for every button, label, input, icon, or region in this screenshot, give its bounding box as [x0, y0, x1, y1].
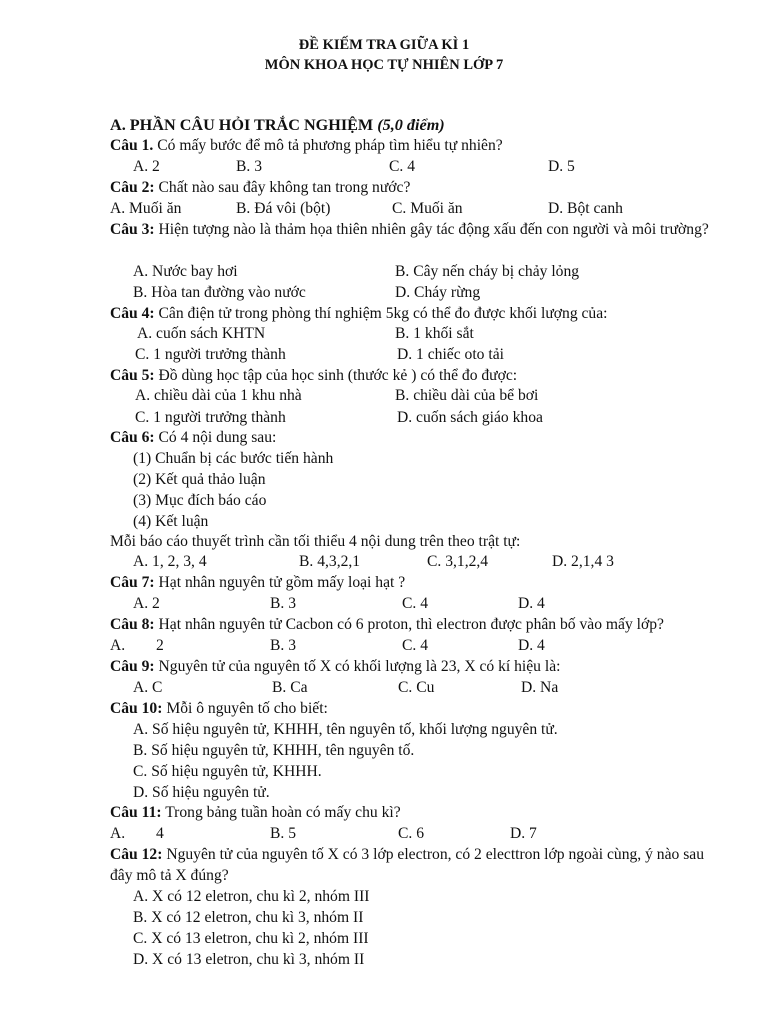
question-text: Mỗi ô nguyên tố cho biết:: [166, 700, 328, 717]
question-label: Câu 9:: [110, 658, 155, 675]
question-6: [110, 428, 276, 448]
question-5: [110, 366, 517, 386]
question-text: Nguyên tử của nguyên tố X có khối lượng là 23, X có kí hiệu là:: [158, 658, 561, 675]
option-a: A. C: [133, 679, 163, 696]
option-c: B. Hòa tan đường vào nước: [133, 284, 306, 301]
option-c: C. Cu: [398, 679, 435, 696]
option-a: A.: [110, 825, 126, 842]
question-label: Câu 12:: [110, 846, 163, 863]
question-label: Câu 4:: [110, 305, 155, 322]
question-label: Câu 1.: [110, 137, 154, 154]
question-text: Cân điện tử trong phòng thí nghiệm 5kg có thể đo được khối lượng của:: [158, 305, 608, 322]
question-12: [110, 845, 710, 887]
option-b: B. 3: [270, 637, 296, 654]
question-1: [110, 136, 503, 156]
question-text: Đồ dùng học tập của học sinh (thước kẻ ) có thể đo được:: [158, 367, 518, 384]
option-b: B. Cây nến cháy bị chảy lỏng: [395, 263, 580, 280]
list-item: (3) Mục đích báo cáo: [133, 492, 267, 509]
option-c: C. X có 13 eletron, chu kì 2, nhóm III: [133, 930, 369, 947]
option-c: C. 4: [402, 637, 428, 654]
section-heading: [110, 115, 445, 135]
section-points: (5,0 điểm): [377, 116, 445, 134]
question-7: [110, 573, 405, 593]
list-item: (1) Chuẩn bị các bước tiến hành: [133, 450, 334, 467]
option-c: C. 4: [389, 158, 415, 175]
question-text: Nguyên tử của nguyên tố X có 3 lớp electron, có 2 electtron lớp ngoài cùng, ý nào sau đây mô tả X đúng?: [110, 846, 704, 884]
option-a: A. Muối ăn: [110, 200, 182, 217]
option-a: A. cuốn sách KHTN: [137, 325, 266, 342]
option-a: A. 2: [133, 158, 160, 175]
option-b: B. Đá vôi (bột): [236, 200, 331, 217]
question-label: Câu 6:: [110, 429, 155, 446]
question-text: Có mấy bước để mô tả phương pháp tìm hiểu tự nhiên?: [157, 137, 503, 154]
question-label: Câu 10:: [110, 700, 163, 717]
option-d: D. 4: [518, 595, 545, 612]
exam-subtitle: MÔN KHOA HỌC TỰ NHIÊN LỚP 7: [264, 57, 504, 73]
option-b: B. Số hiệu nguyên tử, KHHH, tên nguyên tố.: [133, 742, 415, 759]
question-10: [110, 699, 328, 719]
question-label: Câu 5:: [110, 367, 155, 384]
option-a: A. 1, 2, 3, 4: [133, 553, 207, 570]
question-text: Chất nào sau đây không tan trong nước?: [158, 179, 411, 196]
option-d: D. cuốn sách giáo khoa: [397, 409, 543, 426]
option-b: B. chiều dài của bể bơi: [395, 387, 539, 404]
option-d: D. 4: [518, 637, 545, 654]
option-d: D. Số hiệu nguyên tử.: [133, 784, 270, 801]
section-title: A. PHẦN CÂU HỎI TRẮC NGHIỆM: [110, 116, 374, 134]
option-c: C. 1 người trưởng thành: [135, 346, 286, 363]
option-c: C. 1 người trưởng thành: [135, 409, 286, 426]
question-text: Hạt nhân nguyên tử Cacbon có 6 proton, thì electron được phân bố vào mấy lớp?: [158, 616, 664, 633]
question-11: [110, 803, 401, 823]
option-b: B. Ca: [272, 679, 308, 696]
question-3: [110, 220, 710, 241]
option-b: B. 5: [270, 825, 296, 842]
list-item: (2) Kết quả thảo luận: [133, 471, 266, 488]
question-label: Câu 8:: [110, 616, 155, 633]
question-text: Có 4 nội dung sau:: [158, 429, 277, 446]
question-label: Câu 7:: [110, 574, 155, 591]
question-prompt: Mỗi báo cáo thuyết trình cần tối thiểu 4 nội dung trên theo trật tự:: [110, 533, 521, 550]
question-label: Câu 3:: [110, 221, 155, 238]
option-d: D. 7: [510, 825, 537, 842]
option-c: C. 3,1,2,4: [427, 553, 489, 570]
option-c: C. 4: [402, 595, 428, 612]
question-text: Hiện tượng nào là thảm họa thiên nhiên gây tác động xấu đến con người và môi trường?: [158, 221, 709, 238]
question-2: [110, 178, 410, 198]
option-a: A. Nước bay hơi: [133, 263, 238, 280]
question-8: [110, 615, 664, 635]
option-b: B. X có 12 eletron, chu kì 3, nhóm II: [133, 909, 364, 926]
question-4: [110, 304, 607, 324]
option-d: D. Na: [521, 679, 559, 696]
option-a-value: 4: [156, 825, 164, 842]
question-9: [110, 657, 560, 677]
option-d: D. Cháy rừng: [395, 284, 481, 301]
question-text: Trong bảng tuần hoàn có mấy chu kì?: [165, 804, 401, 821]
option-a: A. chiều dài của 1 khu nhà: [135, 387, 302, 404]
option-d: D. 5: [548, 158, 575, 175]
option-a: A. 2: [133, 595, 160, 612]
option-d: D. 1 chiếc oto tải: [397, 346, 504, 363]
list-item: (4) Kết luận: [133, 513, 209, 530]
option-a: A. X có 12 eletron, chu kì 2, nhóm III: [133, 888, 370, 905]
option-c: C. 6: [398, 825, 424, 842]
option-b: B. 3: [236, 158, 262, 175]
exam-title: ĐỀ KIẾM TRA GIỮA KÌ 1: [298, 37, 470, 53]
option-a: A. Số hiệu nguyên tử, KHHH, tên nguyên tố, khối lượng nguyên tử.: [133, 721, 558, 738]
question-label: Câu 2:: [110, 179, 155, 196]
question-text: Hạt nhân nguyên tử gồm mấy loại hạt ?: [158, 574, 406, 591]
option-c: C. Muối ăn: [392, 200, 463, 217]
option-d: D. 2,1,4 3: [552, 553, 614, 570]
option-a-value: 2: [156, 637, 164, 654]
option-c: C. Số hiệu nguyên tử, KHHH.: [133, 763, 322, 780]
option-a: A.: [110, 637, 126, 654]
option-b: B. 1 khối sắt: [395, 325, 474, 342]
option-b: B. 4,3,2,1: [299, 553, 361, 570]
option-d: D. X có 13 eletron, chu kì 3, nhóm II: [133, 951, 365, 968]
option-b: B. 3: [270, 595, 296, 612]
option-d: D. Bột canh: [548, 200, 623, 217]
question-label: Câu 11:: [110, 804, 162, 821]
